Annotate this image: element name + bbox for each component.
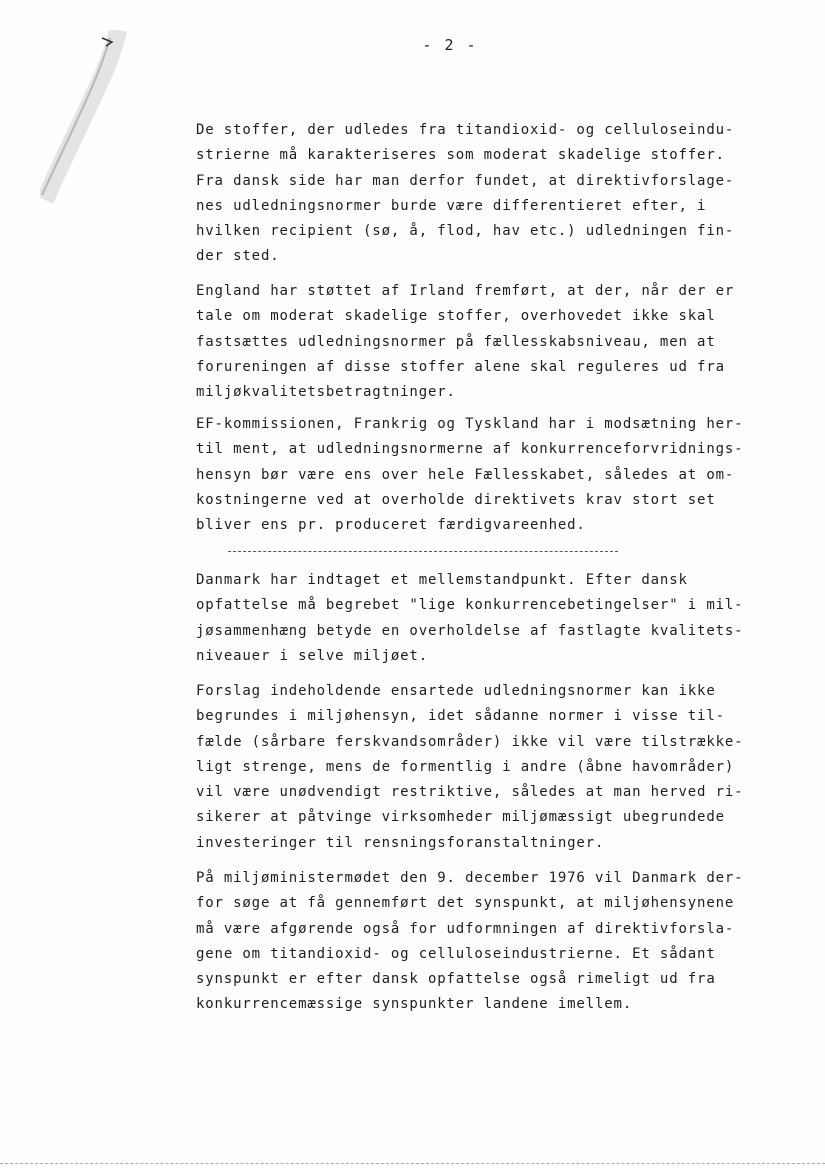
text-line: investeringer til rensningsforanstaltninger. <box>196 834 605 851</box>
page-number: - 2 - <box>422 36 478 54</box>
text-line: På miljøministermødet den 9. december 1976 vil Danmark der- <box>196 870 744 886</box>
text-line: England har støttet af Irland fremført, at der, når der er <box>196 283 735 299</box>
text-line: hvilken recipient (sø, å, flod, hav etc.) udledningen fin- <box>196 223 735 240</box>
text-line: Danmark har indtaget et mellemstandpunkt. Efter dansk <box>196 572 688 588</box>
text-line: tale om moderat skadelige stoffer, overhovedet ikke skal <box>196 308 716 325</box>
text-line: ligt strenge, mens de formentlig i andre (åbne havområder) <box>196 758 735 775</box>
paragraph-4 <box>196 568 796 669</box>
text-line: til ment, at udledningsnormerne af konkurrenceforvridnings- <box>196 441 744 458</box>
text-line: kostningerne ved at overholde direktivets krav stort set <box>196 491 716 508</box>
text-line: nes udledningsnormer burde være differentieret efter, i <box>196 197 707 214</box>
text-line: strierne må karakteriseres som moderat skadelige stoffer. <box>196 147 725 164</box>
text-line: der sted. <box>196 248 280 265</box>
text-line: De stoffer, der udledes fra titandioxid- og celluloseindu- <box>196 122 735 138</box>
text-line: begrundes i miljøhensyn, idet sådanne normer i visse til- <box>196 708 725 725</box>
text-line: bliver ens pr. produceret færdigvareenhed. <box>196 517 586 534</box>
scan-edge-line <box>0 1163 825 1164</box>
text-line: sikerer at påtvinge virksomheder miljømæssigt ubegrundede <box>196 809 725 826</box>
paragraph-6 <box>196 866 796 1018</box>
text-line: Forslag indeholdende ensartede udledningsnormer kan ikke <box>196 683 716 699</box>
text-line: vil være unødvendigt restriktive, således at man herved ri- <box>196 784 744 801</box>
text-line: forureningen af disse stoffer alene skal reguleres ud fra <box>196 358 725 375</box>
separator-line <box>228 551 618 552</box>
text-line: miljøkvalitetsbetragtninger. <box>196 384 456 401</box>
paragraph-1 <box>196 118 796 270</box>
text-line: fastsættes udledningsnormer på fællesskabsniveau, men at <box>196 333 716 350</box>
text-line: for søge at få gennemført det synspunkt, at miljøhensynene <box>196 895 735 912</box>
text-line: konkurrencemæssige synspunkter landene imellem. <box>196 996 633 1013</box>
text-line: gene om titandioxid- og celluloseindustrierne. Et sådant <box>196 945 716 962</box>
text-line: må være afgørende også for udformningen af direktivforsla- <box>196 920 735 937</box>
text-line: niveauer i selve miljøet. <box>196 647 428 664</box>
text-line: synspunkt er efter dansk opfattelse også rimeligt ud fra <box>196 971 716 988</box>
scan-artifact-icon <box>40 30 160 210</box>
text-line: fælde (sårbare ferskvandsområder) ikke vil være tilstrække- <box>196 733 744 750</box>
paragraph-5 <box>196 679 796 856</box>
text-line: hensyn bør være ens over hele Fællesskabet, således at om- <box>196 466 735 483</box>
text-line: Fra dansk side har man derfor fundet, at direktivforslage- <box>196 172 735 189</box>
paragraph-3 <box>196 412 796 538</box>
text-line: EF-kommissionen, Frankrig og Tyskland har i modsætning her- <box>196 416 744 432</box>
text-line: jøsammenhæng betyde en overholdelse af fastlagte kvalitets- <box>196 622 744 639</box>
text-line: opfattelse må begrebet "lige konkurrencebetingelser" i mil- <box>196 597 744 614</box>
paragraph-2 <box>196 279 796 405</box>
